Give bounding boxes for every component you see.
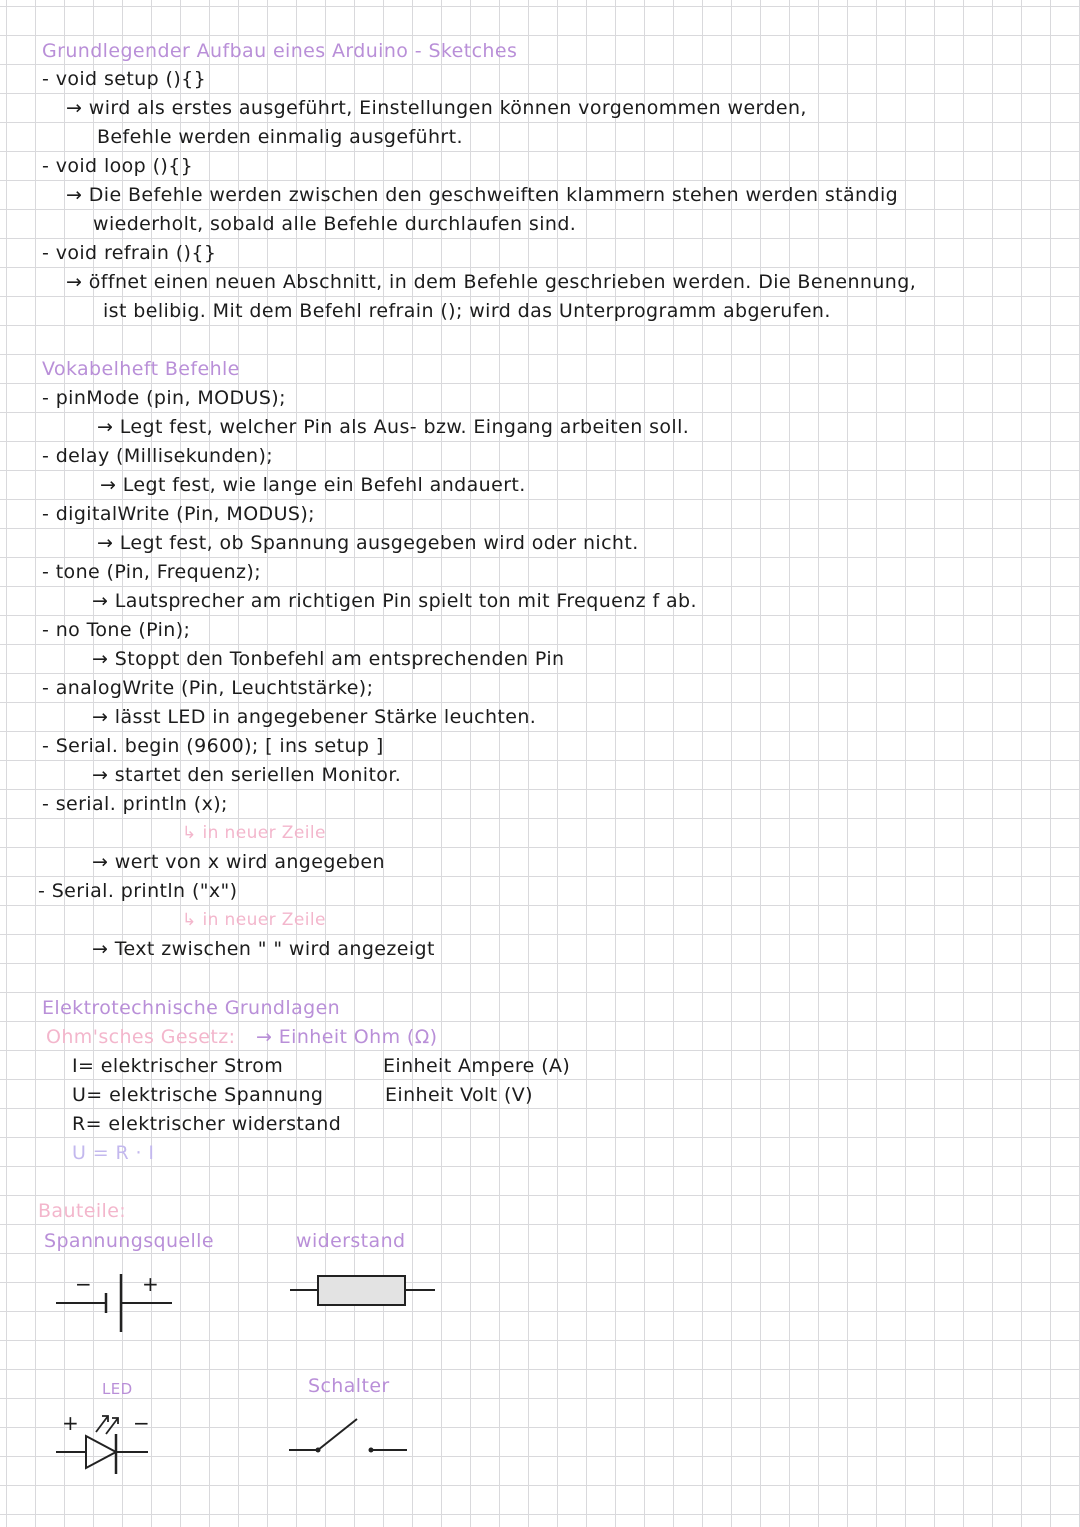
- resistor-symbol: [285, 1268, 445, 1313]
- section-title-arduino-sketch: Grundlegender Aufbau eines Arduino - Sketches: [42, 40, 518, 62]
- led-label: LED: [102, 1380, 133, 1398]
- voltage-definition: U= elektrische Spannung: [72, 1084, 324, 1106]
- voltage-source-plus: +: [142, 1272, 160, 1296]
- command-notone: - no Tone (Pin);: [42, 619, 191, 641]
- loop-description-1: → Die Befehle werden zwischen den geschweiften klammern stehen werden ständig: [66, 184, 899, 206]
- refrain-line: - void refrain (){}: [42, 242, 217, 264]
- command-delay: - delay (Millisekunden);: [42, 445, 274, 467]
- command-serial-println-x-desc: → wert von x wird angegeben: [92, 851, 385, 873]
- command-serial-begin-desc: → startet den seriellen Monitor.: [92, 764, 402, 786]
- section-title-vocabulary: Vokabelheft Befehle: [42, 358, 240, 380]
- resistance-definition: R= elektrischer widerstand: [72, 1113, 342, 1135]
- command-digitalwrite: - digitalWrite (Pin, MODUS);: [42, 503, 315, 525]
- voltage-source-minus: −: [75, 1272, 93, 1296]
- components-title: Bauteile:: [38, 1200, 127, 1222]
- led-plus: +: [62, 1411, 80, 1435]
- setup-description-2: Befehle werden einmalig ausgeführt.: [97, 126, 463, 148]
- refrain-description-1: → öffnet einen neuen Abschnitt, in dem Befehle geschrieben werden. Die Benennung,: [66, 271, 917, 293]
- command-notone-desc: → Stoppt den Tonbefehl am entsprechenden Pin: [92, 648, 565, 670]
- command-analogwrite: - analogWrite (Pin, Leuchtstärke);: [42, 677, 374, 699]
- command-digitalwrite-desc: → Legt fest, ob Spannung ausgegeben wird oder nicht.: [97, 532, 639, 554]
- switch-symbol: [285, 1410, 415, 1465]
- section-title-electrical-basics: Elektrotechnische Grundlagen: [42, 997, 341, 1019]
- setup-line: - void setup (){}: [42, 68, 207, 90]
- ohm-unit: → Einheit Ohm (Ω): [256, 1026, 438, 1048]
- switch-label: Schalter: [308, 1375, 390, 1397]
- ohms-law-formula: U = R · I: [72, 1142, 155, 1164]
- led-symbol: [52, 1402, 157, 1482]
- command-pinmode-desc: → Legt fest, welcher Pin als Aus- bzw. Eingang arbeiten soll.: [97, 416, 690, 438]
- resistor-label: widerstand: [296, 1230, 406, 1252]
- voltage-source-symbol: [50, 1265, 180, 1340]
- command-tone-desc: → Lautsprecher am richtigen Pin spielt ton mit Frequenz f ab.: [92, 590, 697, 612]
- ohms-law-label: Ohm'sches Gesetz:: [46, 1026, 236, 1048]
- setup-description-1: → wird als erstes ausgeführt, Einstellungen können vorgenommen werden,: [66, 97, 807, 119]
- current-definition: I= elektrischer Strom: [72, 1055, 284, 1077]
- note-new-line-2: ↳ in neuer Zeile: [182, 910, 326, 930]
- note-new-line-1: ↳ in neuer Zeile: [182, 823, 326, 843]
- voltage-source-label: Spannungsquelle: [44, 1230, 214, 1252]
- command-delay-desc: → Legt fest, wie lange ein Befehl andauert.: [100, 474, 526, 496]
- refrain-description-2: ist belibig. Mit dem Befehl refrain (); wird das Unterprogramm abgerufen.: [103, 300, 831, 322]
- command-tone: - tone (Pin, Frequenz);: [42, 561, 262, 583]
- current-unit: Einheit Ampere (A): [383, 1055, 571, 1077]
- command-serial-println-x: - serial. println (x);: [42, 793, 228, 815]
- voltage-unit: Einheit Volt (V): [385, 1084, 533, 1106]
- led-minus: −: [133, 1411, 151, 1435]
- command-analogwrite-desc: → lässt LED in angegebener Stärke leuchten.: [92, 706, 537, 728]
- command-serial-println-text-desc: → Text zwischen " " wird angezeigt: [92, 938, 435, 960]
- command-serial-begin: - Serial. begin (9600); [ ins setup ]: [42, 735, 384, 757]
- command-serial-println-text: - Serial. println ("x"): [38, 880, 238, 902]
- loop-description-2: wiederholt, sobald alle Befehle durchlaufen sind.: [93, 213, 577, 235]
- command-pinmode: - pinMode (pin, MODUS);: [42, 387, 286, 409]
- loop-line: - void loop (){}: [42, 155, 194, 177]
